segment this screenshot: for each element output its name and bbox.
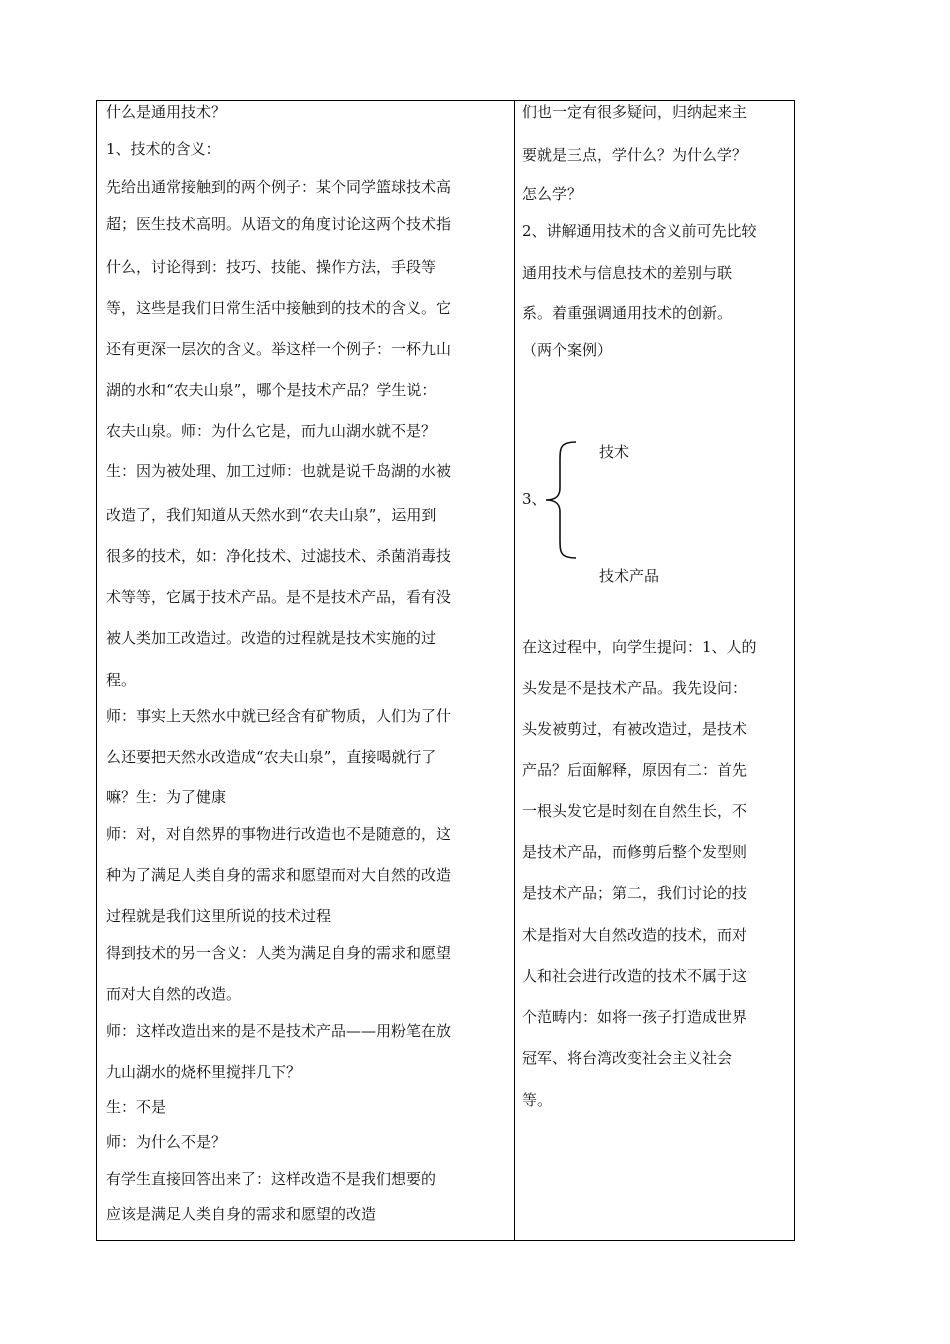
right-line: 要就是三点，学什么？为什么学？ [522, 146, 748, 164]
right-line: 2、讲解通用技术的含义前可先比较 [522, 222, 757, 240]
left-line: 而对大自然的改造。 [106, 985, 242, 1003]
right-line: （两个案例） [522, 341, 613, 359]
right-line: 产品？后面解释，原因有二：首先 [522, 761, 748, 779]
right-line: 在这过程中，向学生提问：1、人的 [522, 638, 757, 656]
left-line: 师：对，对自然界的事物进行改造也不是随意的，这 [106, 825, 452, 843]
left-line: 湖的水和“农夫山泉”，哪个是技术产品？学生说： [106, 381, 437, 399]
left-line: 程。 [106, 671, 137, 689]
left-line: 1、技术的含义： [106, 140, 221, 158]
left-line: 改造了，我们知道从天然水到“农夫山泉”，运用到 [106, 506, 437, 524]
left-line: 先给出通常接触到的两个例子：某个同学篮球技术高 [106, 178, 452, 196]
right-line: 头发是不是技术产品。我先设问： [522, 679, 748, 697]
left-line: 九山湖水的烧杯里搅拌几下？ [106, 1063, 302, 1081]
left-line: 得到技术的另一含义：人类为满足自身的需求和愿望 [106, 944, 452, 962]
right-line: 个范畴内：如将一孩子打造成世界 [522, 1008, 748, 1026]
right-line: 人和社会进行改造的技术不属于这 [522, 967, 748, 985]
left-line: 生：因为被处理、加工过师：也就是说千岛湖的水被 [106, 462, 452, 480]
left-line: 等，这些是我们日常生活中接触到的技术的含义。它 [106, 299, 452, 317]
left-line: 么还要把天然水改造成“农夫山泉”，直接喝就行了 [106, 748, 437, 766]
left-line: 超；医生技术高明。从语文的角度讨论这两个技术指 [106, 215, 452, 233]
right-line: 等。 [522, 1091, 553, 1109]
right-line: 通用技术与信息技术的差别与联 [522, 264, 733, 282]
left-line: 师：为什么不是？ [106, 1133, 227, 1151]
left-line: 很多的技术，如：净化技术、过滤技术、杀菌消毒技 [106, 547, 452, 565]
left-line: 被人类加工改造过。改造的过程就是技术实施的过 [106, 629, 437, 647]
diagram-number: 3、 [522, 490, 547, 508]
right-line: 术是指对大自然改造的技术，而对 [522, 926, 748, 944]
right-line: 们也一定有很多疑问，归纳起来主 [522, 103, 748, 121]
left-line: 什么是通用技术？ [106, 103, 227, 121]
right-line: 冠军、将台湾改变社会主义社会 [522, 1049, 733, 1067]
right-line: 是技术产品，而修剪后整个发型则 [522, 843, 748, 861]
right-line: 头发被剪过，有被改造过，是技术 [522, 720, 748, 738]
right-line: 一根头发它是时刻在自然生长，不 [522, 802, 748, 820]
column-divider [514, 100, 515, 1241]
left-line: 什么，讨论得到：技巧、技能、操作方法，手段等 [106, 258, 437, 276]
diagram-bottom-label: 技术产品 [599, 567, 660, 585]
left-line: 还有更深一层次的含义。举这样一个例子：一杯九山 [106, 340, 452, 358]
left-line: 过程就是我们这里所说的技术过程 [106, 907, 332, 925]
left-line: 应该是满足人类自身的需求和愿望的改造 [106, 1205, 377, 1223]
left-line: 术等等，它属于技术产品。是不是技术产品，看有没 [106, 588, 452, 606]
left-line: 师：事实上天然水中就已经含有矿物质，人们为了什 [106, 707, 452, 725]
right-line: 怎么学？ [522, 185, 583, 203]
diagram-top-label: 技术 [599, 443, 630, 461]
left-line: 嘛？生：为了健康 [106, 788, 227, 806]
left-line: 种为了满足人类自身的需求和愿望而对大自然的改造 [106, 866, 452, 884]
left-line: 师：这样改造出来的是不是技术产品——用粉笔在放 [106, 1022, 452, 1040]
right-line: 系。着重强调通用技术的创新。 [522, 304, 733, 322]
right-line: 是技术产品；第二，我们讨论的技 [522, 884, 748, 902]
left-line: 有学生直接回答出来了：这样改造不是我们想要的 [106, 1170, 437, 1188]
left-line: 生：不是 [106, 1098, 167, 1116]
left-line: 农夫山泉。师：为什么它是，而九山湖水就不是？ [106, 422, 437, 440]
curly-brace-icon [540, 438, 580, 562]
